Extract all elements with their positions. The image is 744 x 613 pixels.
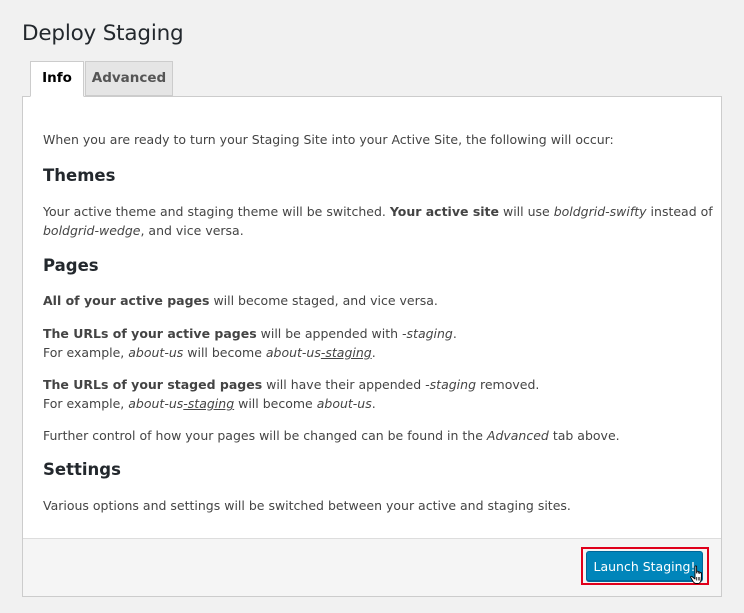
page-title: Deploy Staging bbox=[22, 21, 184, 46]
panel-footer bbox=[23, 538, 721, 596]
tab-advanced[interactable]: Advanced bbox=[85, 61, 173, 96]
pages-line-1: All of your active pages will become staged, and vice versa. bbox=[43, 293, 438, 308]
pages-line-2: The URLs of your active pages will be appended with -staging. bbox=[43, 326, 457, 341]
pages-line-6: Further control of how your pages will be changed can be found in the Advanced tab above. bbox=[43, 428, 620, 443]
pages-heading: Pages bbox=[43, 256, 99, 275]
launch-staging-button[interactable]: Launch Staging! bbox=[586, 551, 703, 581]
themes-line-1: Your active theme and staging theme will be switched. Your active site will use boldgrid-swifty instead of bbox=[43, 204, 713, 219]
pages-line-3: For example, about-us will become about-us-staging. bbox=[43, 345, 376, 360]
settings-text: Various options and settings will be switched between your active and staging sites. bbox=[43, 498, 571, 513]
tab-info[interactable]: Info bbox=[30, 61, 84, 97]
themes-heading: Themes bbox=[43, 166, 116, 185]
themes-line-2: boldgrid-wedge, and vice versa. bbox=[43, 223, 244, 238]
pages-line-5: For example, about-us-staging will become about-us. bbox=[43, 396, 376, 411]
intro-text: When you are ready to turn your Staging Site into your Active Site, the following will occur: bbox=[43, 132, 614, 147]
settings-heading: Settings bbox=[43, 460, 121, 479]
info-panel bbox=[22, 96, 722, 597]
hand-pointer-icon bbox=[690, 565, 706, 585]
pages-line-4: The URLs of your staged pages will have their appended -staging removed. bbox=[43, 377, 540, 392]
